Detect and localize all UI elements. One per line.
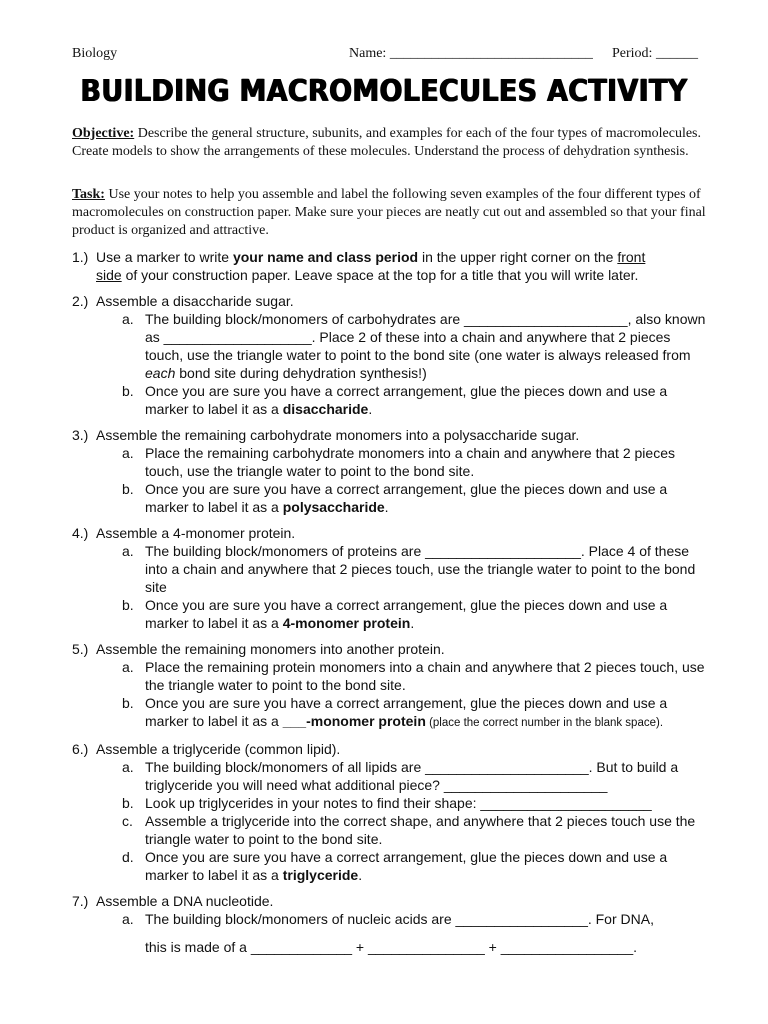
substep-6a: a. The building block/monomers of all lipids are _____________________. But to build a triglyceride you will need what additional piece? _____________________: [122, 759, 679, 793]
step-number: 7.): [72, 893, 89, 909]
step-number: 5.): [72, 641, 89, 657]
step-6: [72, 740, 712, 884]
step-number: 4.): [72, 525, 89, 541]
task-text: Use your notes to help you assemble and label the following seven examples of the four different types of macromolecules on construction paper. Make sure your pieces are neatly cut out and assembled so that your final product is organized and attractive.: [72, 187, 706, 238]
substep-7a: a. The building block/monomers of nucleic acids are _________________. For DNA, this is made of a _____________ + _______________ + _________________.: [122, 911, 654, 955]
steps-list: [72, 248, 712, 964]
name-field-label: Name: _____________________________: [349, 46, 593, 61]
step-4: [72, 524, 712, 632]
worksheet-header: [72, 46, 712, 66]
substep-4b: b. Once you are sure you have a correct arrangement, glue the pieces down and use a marker to label it as a 4-monomer protein.: [122, 597, 668, 631]
objective-text: Describe the general structure, subunits, and examples for each of the four types of macromolecules. Create models to show the arrangements of these molecules. Understand the process of dehydration synthesis.: [72, 126, 701, 159]
substep-2b: b. Once you are sure you have a correct arrangement, glue the pieces down and use a marker to label it as a disaccharide.: [122, 383, 668, 417]
objective-label: Objective:: [72, 126, 135, 141]
worksheet-title: BUILDING MACROMOLECULES ACTIVITY: [80, 74, 688, 109]
step-7: [72, 892, 712, 956]
step-1: [72, 248, 712, 284]
subject-label: Biology: [72, 46, 118, 61]
substep-4a: a. The building block/monomers of proteins are ____________________. Place 4 of these into a chain and anywhere that 2 pieces touch, use the triangle water to point to the bond site: [122, 543, 696, 595]
period-field-label: Period: ______: [612, 46, 698, 61]
task-paragraph: [72, 186, 712, 240]
substep-2a: a. The building block/monomers of carbohydrates are _____________________, also known as ___________________. Place 2 of these into a chain and anywhere that 2 pieces touch, use the triangle water to point to the bond site (one water is always released from each bond site during dehydration synthesis!): [122, 311, 706, 381]
task-label: Task:: [72, 187, 105, 202]
objective-paragraph: [72, 125, 712, 161]
step-5: [72, 640, 712, 732]
step-3: [72, 426, 712, 516]
step-number: 2.): [72, 293, 89, 309]
substep-5b: b. Once you are sure you have a correct arrangement, glue the pieces down and use a marker to label it as a ___-monomer protein (place the correct number in the blank space).: [122, 695, 668, 729]
substep-6d: d. Once you are sure you have a correct arrangement, glue the pieces down and use a marker to label it as a triglyceride.: [122, 849, 668, 883]
step-title: Assemble a 4-monomer protein.: [96, 525, 296, 541]
substep-3b: b. Once you are sure you have a correct arrangement, glue the pieces down and use a marker to label it as a polysaccharide.: [122, 481, 668, 515]
step-2: [72, 292, 712, 418]
step-title: Assemble a DNA nucleotide.: [96, 893, 274, 909]
step-title: Assemble a disaccharide sugar.: [96, 293, 294, 309]
step-number: 6.): [72, 741, 89, 757]
substep-5a: a. Place the remaining protein monomers into a chain and anywhere that 2 pieces touch, use the triangle water to point to the bond site.: [122, 659, 705, 693]
step-number: 1.): [72, 249, 89, 265]
step-number: 3.): [72, 427, 89, 443]
step-title: Assemble the remaining carbohydrate monomers into a polysaccharide sugar.: [96, 427, 580, 443]
substep-3a: a. Place the remaining carbohydrate monomers into a chain and anywhere that 2 pieces touch, use the triangle water to point to the bond site.: [122, 445, 675, 479]
step-title: Assemble a triglyceride (common lipid).: [96, 741, 341, 757]
substep-6b: b. Look up triglycerides in your notes to find their shape: ______________________: [122, 795, 652, 811]
substep-6c: c. Assemble a triglyceride into the correct shape, and anywhere that 2 pieces touch use the triangle water to point to the bond site.: [122, 813, 696, 847]
step-title: Assemble the remaining monomers into another protein.: [96, 641, 445, 657]
step-text: Use a marker to write your name and class period in the upper right corner on the front side of your construction paper. Leave space at the top for a title that you will write later.: [96, 249, 646, 283]
